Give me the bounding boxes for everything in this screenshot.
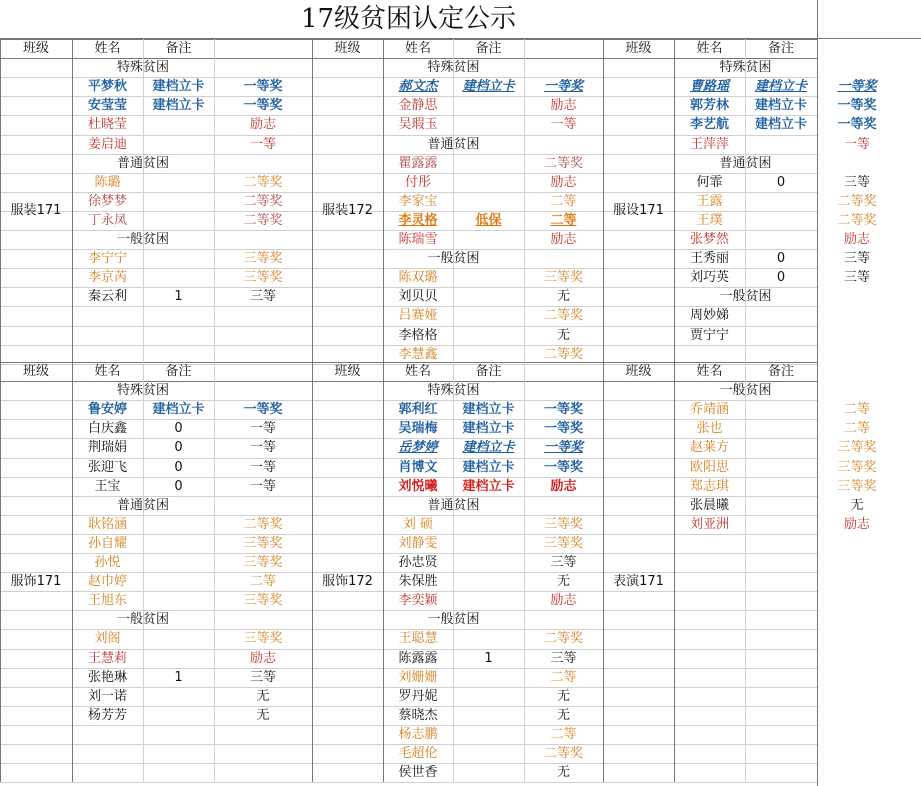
- student-name: 王璞: [696, 212, 723, 228]
- student-name: 荆瑞娟: [87, 440, 127, 456]
- student-name: 耿铭涵: [87, 516, 127, 532]
- student-name: 杨志鹏: [398, 726, 438, 742]
- student-award: 一等: [249, 421, 276, 437]
- header-name: 姓名: [94, 364, 121, 379]
- category-label: 一般贫困: [116, 612, 169, 628]
- student-name: 刘贝贝: [398, 289, 438, 305]
- student-award: 一等奖: [837, 79, 877, 95]
- student-note: 0: [776, 251, 786, 267]
- student-name: 吕赛娅: [398, 308, 438, 324]
- student-award: 一等奖: [243, 402, 283, 418]
- student-award: 三等奖: [543, 516, 583, 532]
- header-note: 备注: [767, 41, 794, 56]
- student-award: 三等: [843, 251, 870, 267]
- header-note: 备注: [165, 41, 192, 56]
- category-label: 普通贫困: [116, 497, 169, 513]
- student-award: 一等奖: [543, 402, 583, 418]
- student-name: 金静思: [398, 98, 438, 114]
- header-class: 班级: [22, 41, 49, 56]
- student-award: 无: [556, 289, 570, 305]
- student-award: 一等奖: [543, 440, 583, 456]
- header-class: 班级: [625, 364, 652, 379]
- header-name: 姓名: [404, 364, 431, 379]
- student-name: 王宝: [94, 478, 121, 494]
- student-name: 刘姗姗: [398, 669, 438, 685]
- student-note: 建档立卡: [462, 79, 515, 95]
- student-award: 二等奖: [243, 193, 283, 209]
- header-class: 班级: [625, 41, 652, 56]
- header-class: 班级: [334, 41, 361, 56]
- student-name: 李京芮: [87, 270, 127, 286]
- student-award: 一等奖: [837, 98, 877, 114]
- student-award: 二等: [550, 193, 577, 209]
- student-name: 孙忠贤: [398, 555, 438, 570]
- student-award: 三等奖: [543, 535, 583, 551]
- student-name: 贾宁宁: [689, 327, 729, 343]
- student-name: 刘巧英: [689, 270, 729, 286]
- student-name: 张晨曦: [689, 497, 729, 513]
- student-name: 王旭东: [87, 593, 127, 609]
- student-note: 0: [174, 478, 183, 494]
- student-name: 刘静雯: [398, 535, 438, 551]
- student-note: 建档立卡: [462, 402, 515, 418]
- student-award: 一等: [550, 117, 577, 133]
- student-name: 刘悦曦: [398, 478, 438, 494]
- student-name: 李宁宁: [87, 251, 127, 267]
- student-name: 王露: [696, 193, 723, 209]
- student-name: 安莹莹: [87, 98, 127, 114]
- student-name: 李奕颖: [398, 593, 438, 609]
- student-name: 刘阁: [94, 631, 121, 647]
- category-label: 特殊贫困: [719, 60, 772, 76]
- header-note: 备注: [767, 364, 794, 379]
- student-note: 1: [174, 289, 183, 305]
- student-award: 二等奖: [543, 308, 583, 324]
- student-note: 建档立卡: [754, 117, 807, 133]
- category-label: 一般贫困: [427, 251, 480, 267]
- student-name: 乔靖涵: [689, 402, 729, 418]
- student-award: 二等: [843, 402, 870, 418]
- category-label: 特殊贫困: [427, 383, 480, 399]
- student-award: 一等奖: [543, 459, 583, 475]
- student-note: 0: [174, 421, 183, 437]
- class-name: 服装172: [322, 202, 373, 218]
- student-name: 罗丹妮: [398, 688, 438, 704]
- student-name: 孙自耀: [87, 535, 127, 551]
- student-name: 陈瑞雪: [398, 232, 438, 247]
- class-name: 服设171: [613, 202, 664, 218]
- student-award: 三等: [843, 270, 870, 286]
- student-award: 二等: [550, 726, 577, 742]
- category-label: 一般贫困: [719, 383, 772, 399]
- student-name: 张迎飞: [87, 459, 127, 475]
- student-name: 瞿露露: [398, 155, 438, 171]
- class-name: 服饰171: [10, 573, 62, 589]
- student-note: 0: [174, 459, 183, 475]
- student-name: 何霏: [696, 174, 723, 190]
- student-award: 一等: [843, 136, 870, 152]
- student-award: 二等奖: [243, 212, 283, 228]
- student-award: 二等奖: [837, 212, 877, 228]
- student-note: 建档立卡: [462, 440, 515, 456]
- student-award: 无: [556, 574, 570, 590]
- student-award: 无: [556, 327, 570, 343]
- student-award: 励志: [843, 232, 870, 247]
- student-name: 王秀丽: [689, 251, 729, 267]
- student-name: 曹路瑶: [689, 79, 729, 95]
- student-award: 三等奖: [543, 270, 583, 286]
- student-note: 1: [484, 650, 493, 666]
- student-award: 二等奖: [243, 516, 283, 532]
- header-name: 姓名: [696, 41, 723, 56]
- student-award: 一等奖: [543, 79, 583, 95]
- student-award: 二等奖: [837, 193, 877, 209]
- header-name: 姓名: [94, 41, 121, 56]
- student-award: 无: [256, 688, 270, 704]
- student-award: 二等: [843, 421, 870, 437]
- student-name: 周妙娣: [689, 308, 729, 324]
- student-name: 侯世香: [398, 765, 438, 781]
- student-name: 肖博文: [398, 459, 438, 475]
- student-award: 励志: [550, 174, 577, 190]
- category-label: 普通贫困: [427, 497, 480, 513]
- student-award: 一等奖: [543, 421, 583, 437]
- student-name: 李慧鑫: [398, 346, 438, 362]
- category-label: 普通贫困: [116, 155, 169, 171]
- student-award: 三等: [249, 289, 276, 305]
- student-name: 赵巾婷: [87, 574, 127, 590]
- student-award: 二等奖: [543, 746, 583, 761]
- category-label: 一般贫困: [427, 612, 480, 628]
- category-label: 特殊贫困: [116, 383, 169, 399]
- grid-hline: [0, 782, 817, 783]
- student-award: 三等奖: [243, 631, 283, 647]
- student-award: 二等: [249, 574, 276, 590]
- student-award: 一等: [249, 459, 276, 475]
- student-award: 一等奖: [243, 98, 283, 114]
- class-name: 服装171: [10, 202, 62, 218]
- student-award: 三等奖: [837, 440, 877, 456]
- student-name: 姜启迪: [87, 136, 127, 152]
- student-award: 励志: [550, 232, 577, 247]
- student-name: 杨芳芳: [87, 707, 127, 723]
- student-note: 建档立卡: [152, 98, 205, 114]
- student-award: 三等奖: [243, 593, 283, 609]
- student-award: 一等: [249, 478, 276, 494]
- student-award: 三等: [550, 650, 577, 666]
- student-name: 张艳琳: [87, 669, 127, 685]
- student-award: 三等奖: [243, 555, 283, 570]
- student-award: 励志: [249, 117, 276, 133]
- student-name: 平梦秋: [87, 79, 127, 95]
- class-name: 服饰172: [322, 573, 373, 589]
- student-note: 0: [174, 440, 183, 456]
- student-name: 付彤: [404, 174, 431, 190]
- student-note: 建档立卡: [754, 98, 807, 114]
- student-award: 二等: [550, 212, 577, 228]
- header-class: 班级: [334, 364, 361, 379]
- student-award: 二等奖: [543, 155, 583, 171]
- student-award: 三等奖: [837, 478, 877, 494]
- student-name: 白庆鑫: [87, 421, 127, 437]
- student-award: 二等奖: [243, 174, 283, 190]
- student-name: 蔡晓杰: [398, 707, 438, 723]
- category-label: 特殊贫困: [116, 60, 169, 76]
- category-label: 一般贫困: [116, 232, 169, 247]
- student-award: 无: [556, 707, 570, 723]
- student-name: 孙悦: [94, 555, 121, 570]
- student-name: 郝文杰: [398, 79, 438, 95]
- student-award: 一等奖: [837, 117, 877, 133]
- student-name: 陈璐: [94, 174, 121, 190]
- student-name: 刘亚洲: [689, 516, 729, 532]
- header-note: 备注: [475, 364, 502, 379]
- student-award: 一等: [249, 440, 276, 456]
- student-name: 刘一诺: [87, 688, 127, 704]
- student-name: 郭利红: [398, 402, 438, 418]
- student-note: 低保: [475, 212, 502, 228]
- student-award: 二等奖: [543, 346, 583, 362]
- student-name: 李艺航: [689, 117, 729, 133]
- student-name: 张也: [696, 421, 723, 437]
- student-award: 一等: [249, 136, 276, 152]
- student-name: 王萍萍: [689, 136, 729, 152]
- student-name: 吴瑞梅: [398, 421, 438, 437]
- header-name: 姓名: [696, 364, 723, 379]
- student-award: 三等: [843, 174, 870, 190]
- student-name: 陈双璐: [398, 270, 438, 286]
- student-name: 秦云利: [87, 289, 127, 305]
- student-award: 三等奖: [243, 270, 283, 286]
- category-label: 普通贫困: [427, 136, 480, 152]
- student-award: 励志: [550, 478, 577, 494]
- student-name: 郭芳林: [689, 98, 729, 114]
- student-note: 建档立卡: [462, 478, 515, 494]
- student-award: 无: [556, 765, 570, 781]
- category-label: 普通贫困: [719, 155, 772, 171]
- student-award: 二等: [550, 669, 577, 685]
- student-name: 吴瑕玉: [398, 117, 438, 133]
- student-note: 建档立卡: [152, 402, 205, 418]
- header-note: 备注: [475, 41, 502, 56]
- student-award: 二等奖: [543, 631, 583, 647]
- student-name: 李灵格: [398, 212, 438, 228]
- page-title: 17级贫困认定公示: [300, 4, 517, 34]
- header-class: 班级: [22, 364, 49, 379]
- student-name: 岳梦婷: [398, 440, 438, 456]
- student-note: 0: [776, 174, 786, 190]
- grid-vline: [745, 362, 746, 782]
- student-note: 0: [776, 270, 786, 286]
- student-award: 无: [256, 707, 270, 723]
- student-note: 建档立卡: [462, 459, 515, 475]
- student-award: 三等奖: [243, 535, 283, 551]
- student-name: 鲁安婷: [87, 402, 127, 418]
- student-name: 丁永凤: [87, 212, 127, 228]
- student-award: 励志: [843, 516, 870, 532]
- student-name: 李格格: [398, 327, 438, 343]
- student-award: 三等奖: [837, 459, 877, 475]
- student-name: 杜晓莹: [87, 117, 127, 133]
- student-note: 建档立卡: [152, 79, 205, 95]
- student-award: 三等: [550, 555, 577, 570]
- student-name: 朱保胜: [398, 574, 438, 590]
- student-name: 赵莱方: [689, 440, 729, 456]
- student-award: 三等: [249, 669, 276, 685]
- student-name: 王慧莉: [87, 650, 127, 666]
- student-name: 张梦然: [689, 232, 729, 247]
- student-award: 无: [556, 688, 570, 704]
- student-award: 励志: [249, 650, 276, 666]
- student-award: 一等奖: [243, 79, 283, 95]
- student-name: 王聪慧: [398, 631, 438, 647]
- student-name: 刘 硕: [402, 516, 434, 532]
- student-note: 1: [174, 669, 183, 685]
- student-award: 无: [850, 497, 864, 513]
- student-note: 建档立卡: [754, 79, 807, 95]
- student-award: 励志: [550, 98, 577, 114]
- header-name: 姓名: [404, 41, 431, 56]
- class-name: 表演171: [613, 573, 664, 589]
- header-note: 备注: [165, 364, 192, 379]
- student-award: 三等奖: [243, 251, 283, 267]
- student-name: 欧阳思: [689, 459, 729, 475]
- student-award: 励志: [550, 593, 577, 609]
- student-note: 建档立卡: [462, 421, 515, 437]
- student-name: 徐梦梦: [87, 193, 127, 209]
- student-name: 毛超伦: [398, 746, 438, 761]
- student-name: 李家宝: [398, 193, 438, 209]
- category-label: 一般贫困: [719, 289, 772, 305]
- category-label: 特殊贫困: [427, 60, 480, 76]
- student-name: 郑志琪: [689, 478, 729, 494]
- student-name: 陈露露: [398, 650, 438, 666]
